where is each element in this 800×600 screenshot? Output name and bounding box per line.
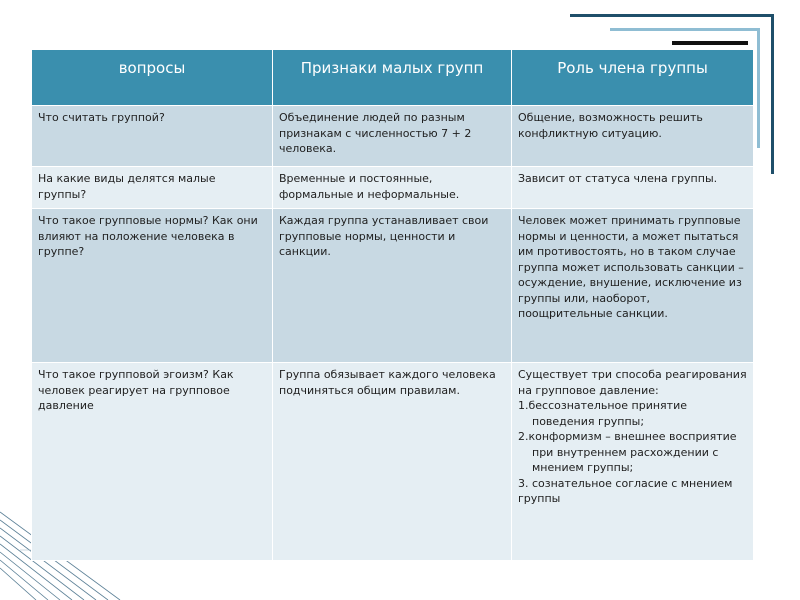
decorative-line: [757, 28, 760, 148]
role-intro: Существует три способа реагирования на групповое давление:: [518, 368, 747, 397]
cell-role: Зависит от статуса члена группы.: [512, 167, 754, 209]
cell-role: [512, 363, 754, 561]
table-header-row: [32, 50, 754, 106]
role-list-item: 2.конформизм – внешнее восприятие при внутреннем расхождении с мнением группы;: [518, 430, 737, 474]
cell-question: Что такое групповой эгоизм? Как человек реагирует на групповое давление: [32, 363, 273, 561]
table-row: [32, 363, 754, 561]
decorative-line: [610, 28, 760, 31]
decorative-line: [570, 14, 774, 17]
cell-question: Что считать группой?: [32, 106, 273, 167]
header-questions: вопросы: [32, 50, 273, 106]
cell-signs: Группа обязывает каждого человека подчиняться общим правилам.: [273, 363, 512, 561]
table-row: [32, 167, 754, 209]
decorative-line: [672, 41, 748, 45]
cell-signs: Каждая группа устанавливает свои групповые нормы, ценности и санкции.: [273, 209, 512, 363]
decorative-line: [771, 14, 774, 174]
cell-signs: Объединение людей по разным признакам с численностью 7 + 2 человека.: [273, 106, 512, 167]
comparison-table: [31, 49, 754, 561]
header-signs: Признаки малых групп: [273, 50, 512, 106]
cell-role: Общение, возможность решить конфликтную ситуацию.: [512, 106, 754, 167]
cell-question: На какие виды делятся малые группы?: [32, 167, 273, 209]
header-role: Роль члена группы: [512, 50, 754, 106]
table-row: [32, 106, 754, 167]
role-list-item: 1.бессознательное принятие поведения группы;: [518, 399, 687, 428]
cell-question: Что такое групповые нормы? Как они влияют на положение человека в группе?: [32, 209, 273, 363]
cell-signs: Временные и постоянные, формальные и неформальные.: [273, 167, 512, 209]
cell-role: Человек может принимать групповые нормы и ценности, а может пытаться им противостоять, но в таком случае группа может использовать санкции – осуждение, внушение, исключение из группы или, наоборот, поощрительные санкции.: [512, 209, 754, 363]
role-list-item: 3. сознательное согласие с мнением группы: [518, 476, 733, 505]
table-row: [32, 209, 754, 363]
